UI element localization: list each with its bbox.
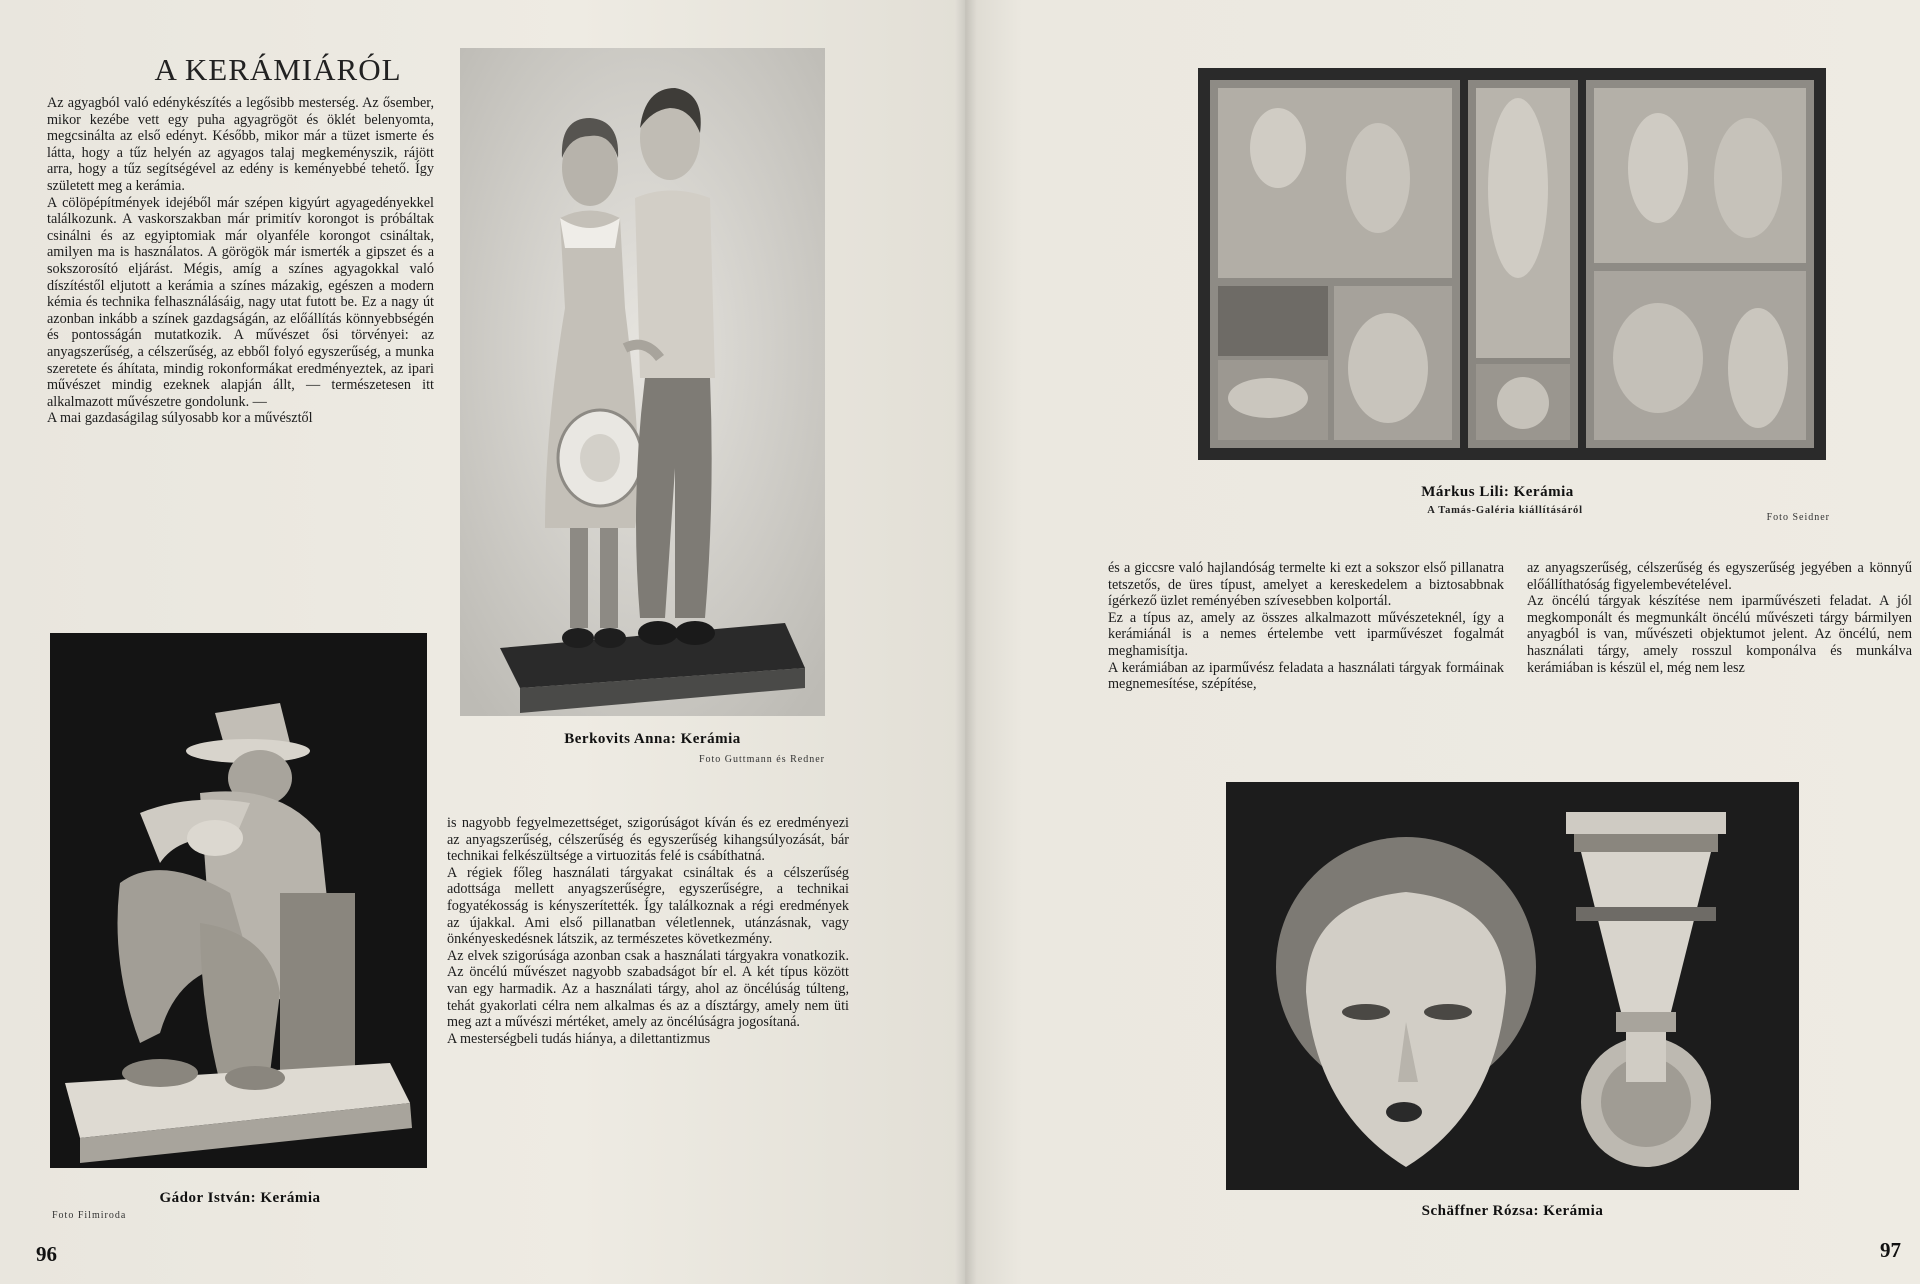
- paragraph: A cölöpépítmények idejéből már szépen kigyúrt agyagedényekkel találkozunk. A vaskorszakban már primitív korongot is próbáltak csinálni és az egyiptomiak már olyanféle korongot csináltak, amilyen ma is használatos. A görögök már ismerték a gipszet és a sokszorosító eljárást. Mégis, amíg a színes agyagokkal való díszítéstől eljutott a kerámia a színes mázakig, egészen a modern kémia és technika felhasználásáig, nagy utat futott be. Ez a nagy út azonban inkább a színek gazdagságán, az előállítás könnyebbségén és pontosságán mutatkozik. A művészet ősi törvényei: az anyagszerűség, a célszerűség, az ebből folyó egyszerűség, a munka szeretete és áhítata, mindig rokonformákat eredményeztek, az ipari művészet mindig ezeknek alapján állt, — természetesen itt alkalmazott művészetre gondolunk. —: [47, 194, 434, 410]
- photo-mask-and-vessel: [1226, 782, 1799, 1190]
- subcaption-relief: A Tamás-Galéria kiállításáról: [1427, 505, 1583, 516]
- credit-couple: Foto Guttmann és Redner: [698, 754, 825, 765]
- text-column-1: [47, 95, 434, 427]
- caption-couple: Berkovits Anna: Kerámia: [564, 731, 741, 747]
- paragraph: A régiek főleg használati tárgyakat csináltak és a célszerűség adottsága mellett anyagszerűségre, egyszerűségre, a technikai fogyatékosság is kényszerítették. Így találkoznak a régi eredmények az újakkal. Ami első pillanatban véletlennek, utánzásnak, vagy önkényeskedésnek látszik, az természetes következmény.: [447, 864, 849, 948]
- page-number-right: 97: [1880, 1238, 1901, 1262]
- paragraph: Ez a típus az, amely az összes alkalmazott művészeteknél, így a kerámiánál is a nemes értelembe vett iparművészet fogalmát meghamisítja.: [1108, 609, 1504, 659]
- photo-couple-sculpture: [460, 48, 825, 716]
- paragraph: is nagyobb fegyelmezettséget, szigorúságot kíván és ez eredményezi az anyagszerűség, célszerűség és egyszerűség kihangsúlyozását, bár technikai felkészültsége a virtuozitás felé is csábíthatná.: [447, 815, 849, 865]
- book-gutter: [955, 0, 977, 1284]
- text-column-2: [447, 815, 849, 1047]
- paragraph: A mesterségbeli tudás hiánya, a dilettantizmus: [447, 1030, 711, 1047]
- article-title: A KERÁMIÁRÓL: [154, 52, 402, 87]
- paragraph: az anyagszerűség, célszerűség és egyszerűség jegyében a könnyű előállíthatóság figyelembevételével.: [1527, 560, 1912, 593]
- page-number-left: 96: [36, 1242, 57, 1266]
- photo-relief-panels: [1198, 68, 1826, 460]
- paragraph: A kerámiában az iparművész feladata a használati tárgyak formáinak megnemesítése, szépítése,: [1108, 659, 1504, 693]
- photo-seated-figure: [50, 633, 427, 1168]
- paragraph: Az öncélú tárgyak készítése nem iparművészeti feladat. A jól megkomponált és megmunkált öncélú művészeti tárgy bármilyen anyagból is van, művészeti objektumot jelent. Az öncélú, nem használati tárgy, amely rosszul komponálva és munkálva kerámiában is készül el, még nem lesz: [1527, 593, 1912, 676]
- caption-mask: Schäffner Rózsa: Kerámia: [1421, 1203, 1604, 1219]
- paragraph: Az elvek szigorúsága azonban csak a használati tárgyakra vonatkozik. Az öncélú művészet nagyobb szabadságot bír el. A két típus között van egy harmadik. Az a használati tárgy, ahol az öncélúság túlteng, tehát gyakorlati célra nem alkalmas és az a dísztárgy, amely nem üti meg azt a művészi mértéket, amely az öncélúságra jogosítaná.: [447, 947, 849, 1031]
- credit-relief: Foto Seidner: [1766, 512, 1830, 523]
- caption-relief: Márkus Lili: Kerámia: [1421, 484, 1574, 500]
- paragraph: Az agyagból való edénykészítés a legősibb mesterség. Az ősember, mikor kezébe vett egy puha agyagrögöt és öklét belenyomta, megcsinálta az első edényt. Később, mikor már a tüzet ismerte és látta, hogy a tűz helyén az agyagos talaj megkeményszik, rájött arra, hogy a tűz segítségével az edény is keményebbé tehető. Így született meg a kerámia.: [47, 95, 434, 194]
- text-column-4: [1527, 560, 1912, 676]
- paragraph: A mai gazdaságilag súlyosabb kor a művésztől: [47, 410, 313, 427]
- credit-seated: Foto Filmiroda: [52, 1210, 127, 1221]
- caption-seated: Gádor István: Kerámia: [159, 1190, 321, 1206]
- paragraph: és a giccsre való hajlandóság termelte ki ezt a sokszor első pillanatra tetszetős, de üres típust, amelyet a kereskedelem a biztosabbnak ígérkező üzlet reményében szívesebben kolportál.: [1108, 560, 1504, 610]
- text-column-3: [1108, 560, 1504, 693]
